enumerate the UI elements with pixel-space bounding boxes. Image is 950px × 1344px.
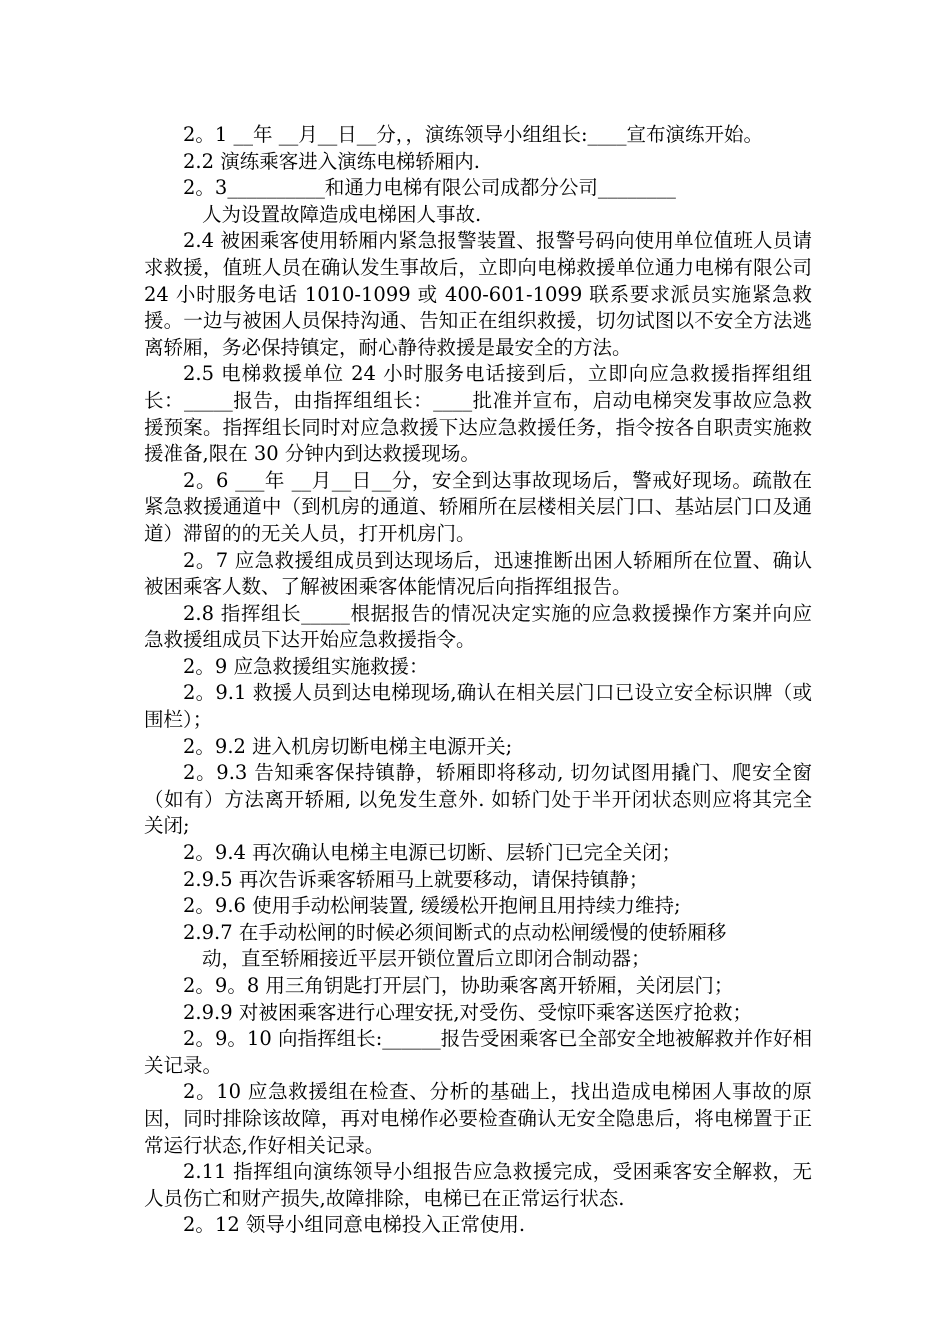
paragraph-2-9-5: 2.9.5 再次告诉乘客轿厢马上就要移动，请保持镇静； bbox=[183, 867, 649, 891]
paragraph-2-3-line-2: 人为设置故障造成电梯困人事故. bbox=[202, 202, 482, 226]
paragraph-2-10: 2。10 应急救援组在检查、分析的基础上，找出造成电梯困人事故的原因，同时排除该故障，再对电梯作必要检查确认无安全隐患后，将电梯置于正常运行状态,作好相关记录。 bbox=[144, 1080, 812, 1157]
paragraph-2-3-line-1: 2。3__________和通力电梯有限公司成都分公司________ bbox=[183, 176, 676, 200]
paragraph-2-7: 2。7 应急救援组成员到达现场后，迅速推断出困人轿厢所在位置、确认被困乘客人数、了解被困乘客体能情况后向指挥组报告。 bbox=[144, 548, 812, 599]
paragraph-2-9: 2。9 应急救援组实施救援： bbox=[183, 654, 429, 678]
paragraph-2-9-4: 2。9.4 再次确认电梯主电源已切断、层轿门已完全关闭； bbox=[183, 841, 682, 865]
paragraph-2-6: 2。6 ___年 __月__日__分，安全到达事故现场后，警戒好现场。疏散在紧急救援通道中（到机房的通道、轿厢所在层楼相关层门口、基站层门口及通道）滞留的的无关人员，打开机房门。 bbox=[144, 468, 812, 545]
paragraph-2-1: 2。1 __年 __月__日__分，，演练领导小组组长:____宣布演练开始。 bbox=[183, 123, 764, 146]
paragraph-2-5: 2.5 电梯救援单位 24 小时服务电话接到后，立即向应急救援指挥组组长：_____报告，由指挥组组长：____批准并宣布，启动电梯突发事故应急救援预案。指挥组长同时对应急救援下达应急救援任务，指令按各自职责实施救援准备,限在 30 分钟内到达救援现场。 bbox=[144, 362, 812, 466]
paragraph-2-9-3: 2。9.3 告知乘客保持镇静，轿厢即将移动, 切勿试图用撬门、爬安全窗（如有）方法离开轿厢, 以免发生意外. 如轿门处于半开闭状态则应将其完全关闭; bbox=[144, 761, 812, 838]
paragraph-2-9-10: 2。9。10 向指挥组长:______报告受困乘客已全部安全地被解救并作好相关记录。 bbox=[144, 1027, 812, 1077]
document-body bbox=[144, 122, 812, 1239]
paragraph-2-4: 2.4 被困乘客使用轿厢内紧急报警装置、报警号码向使用单位值班人员请求救援，值班人员在确认发生事故后，立即向电梯救援单位通力电梯有限公司 24 小时服务电话 1010-1099 或 400-601-1099 联系要求派员实施紧急救援。一边与被困人员保持沟通、告知正在组织救援，切勿试图以不安全方法逃离轿厢，务必保持镇定，耐心静待救援是最安全的方法。 bbox=[144, 229, 812, 359]
paragraph-2-9-1: 2。9.1 救援人员到达电梯现场,确认在相关层门口已设立安全标识牌（或围栏）； bbox=[144, 681, 812, 732]
paragraph-2-9-7-line-2: 动，直至轿厢接近平层开锁位置后立即闭合制动器； bbox=[202, 947, 651, 971]
paragraph-2-9-6: 2。9.6 使用手动松闸装置, 缓缓松开抱闸且用持续力维持; bbox=[183, 894, 681, 918]
paragraph-2-8: 2.8 指挥组长_____根据报告的情况决定实施的应急救援操作方案并向应急救援组成员下达开始应急救援指令。 bbox=[144, 601, 812, 652]
paragraph-2-9-9: 2.9.9 对被困乘客进行心理安抚,对受伤、受惊吓乘客送医疗抢救； bbox=[183, 1000, 753, 1024]
paragraph-2-9-7-line-1: 2.9.7 在手动松闸的时候必须间断式的点动松闸缓慢的使轿厢移 bbox=[183, 920, 727, 944]
paragraph-2-9-8: 2。9。8 用三角钥匙打开层门，协助乘客离开轿厢，关闭层门； bbox=[183, 974, 734, 997]
paragraph-2-2: 2.2 演练乘客进入演练电梯轿厢内. bbox=[183, 149, 480, 173]
paragraph-2-12: 2。12 领导小组同意电梯投入正常使用. bbox=[183, 1213, 526, 1237]
paragraph-2-11: 2.11 指挥组向演练领导小组报告应急救援完成，受困乘客安全解救，无人员伤亡和财产损失,故障排除，电梯已在正常运行状态. bbox=[144, 1160, 812, 1210]
paragraph-2-9-2: 2。9.2 进入机房切断电梯主电源开关; bbox=[183, 734, 513, 758]
